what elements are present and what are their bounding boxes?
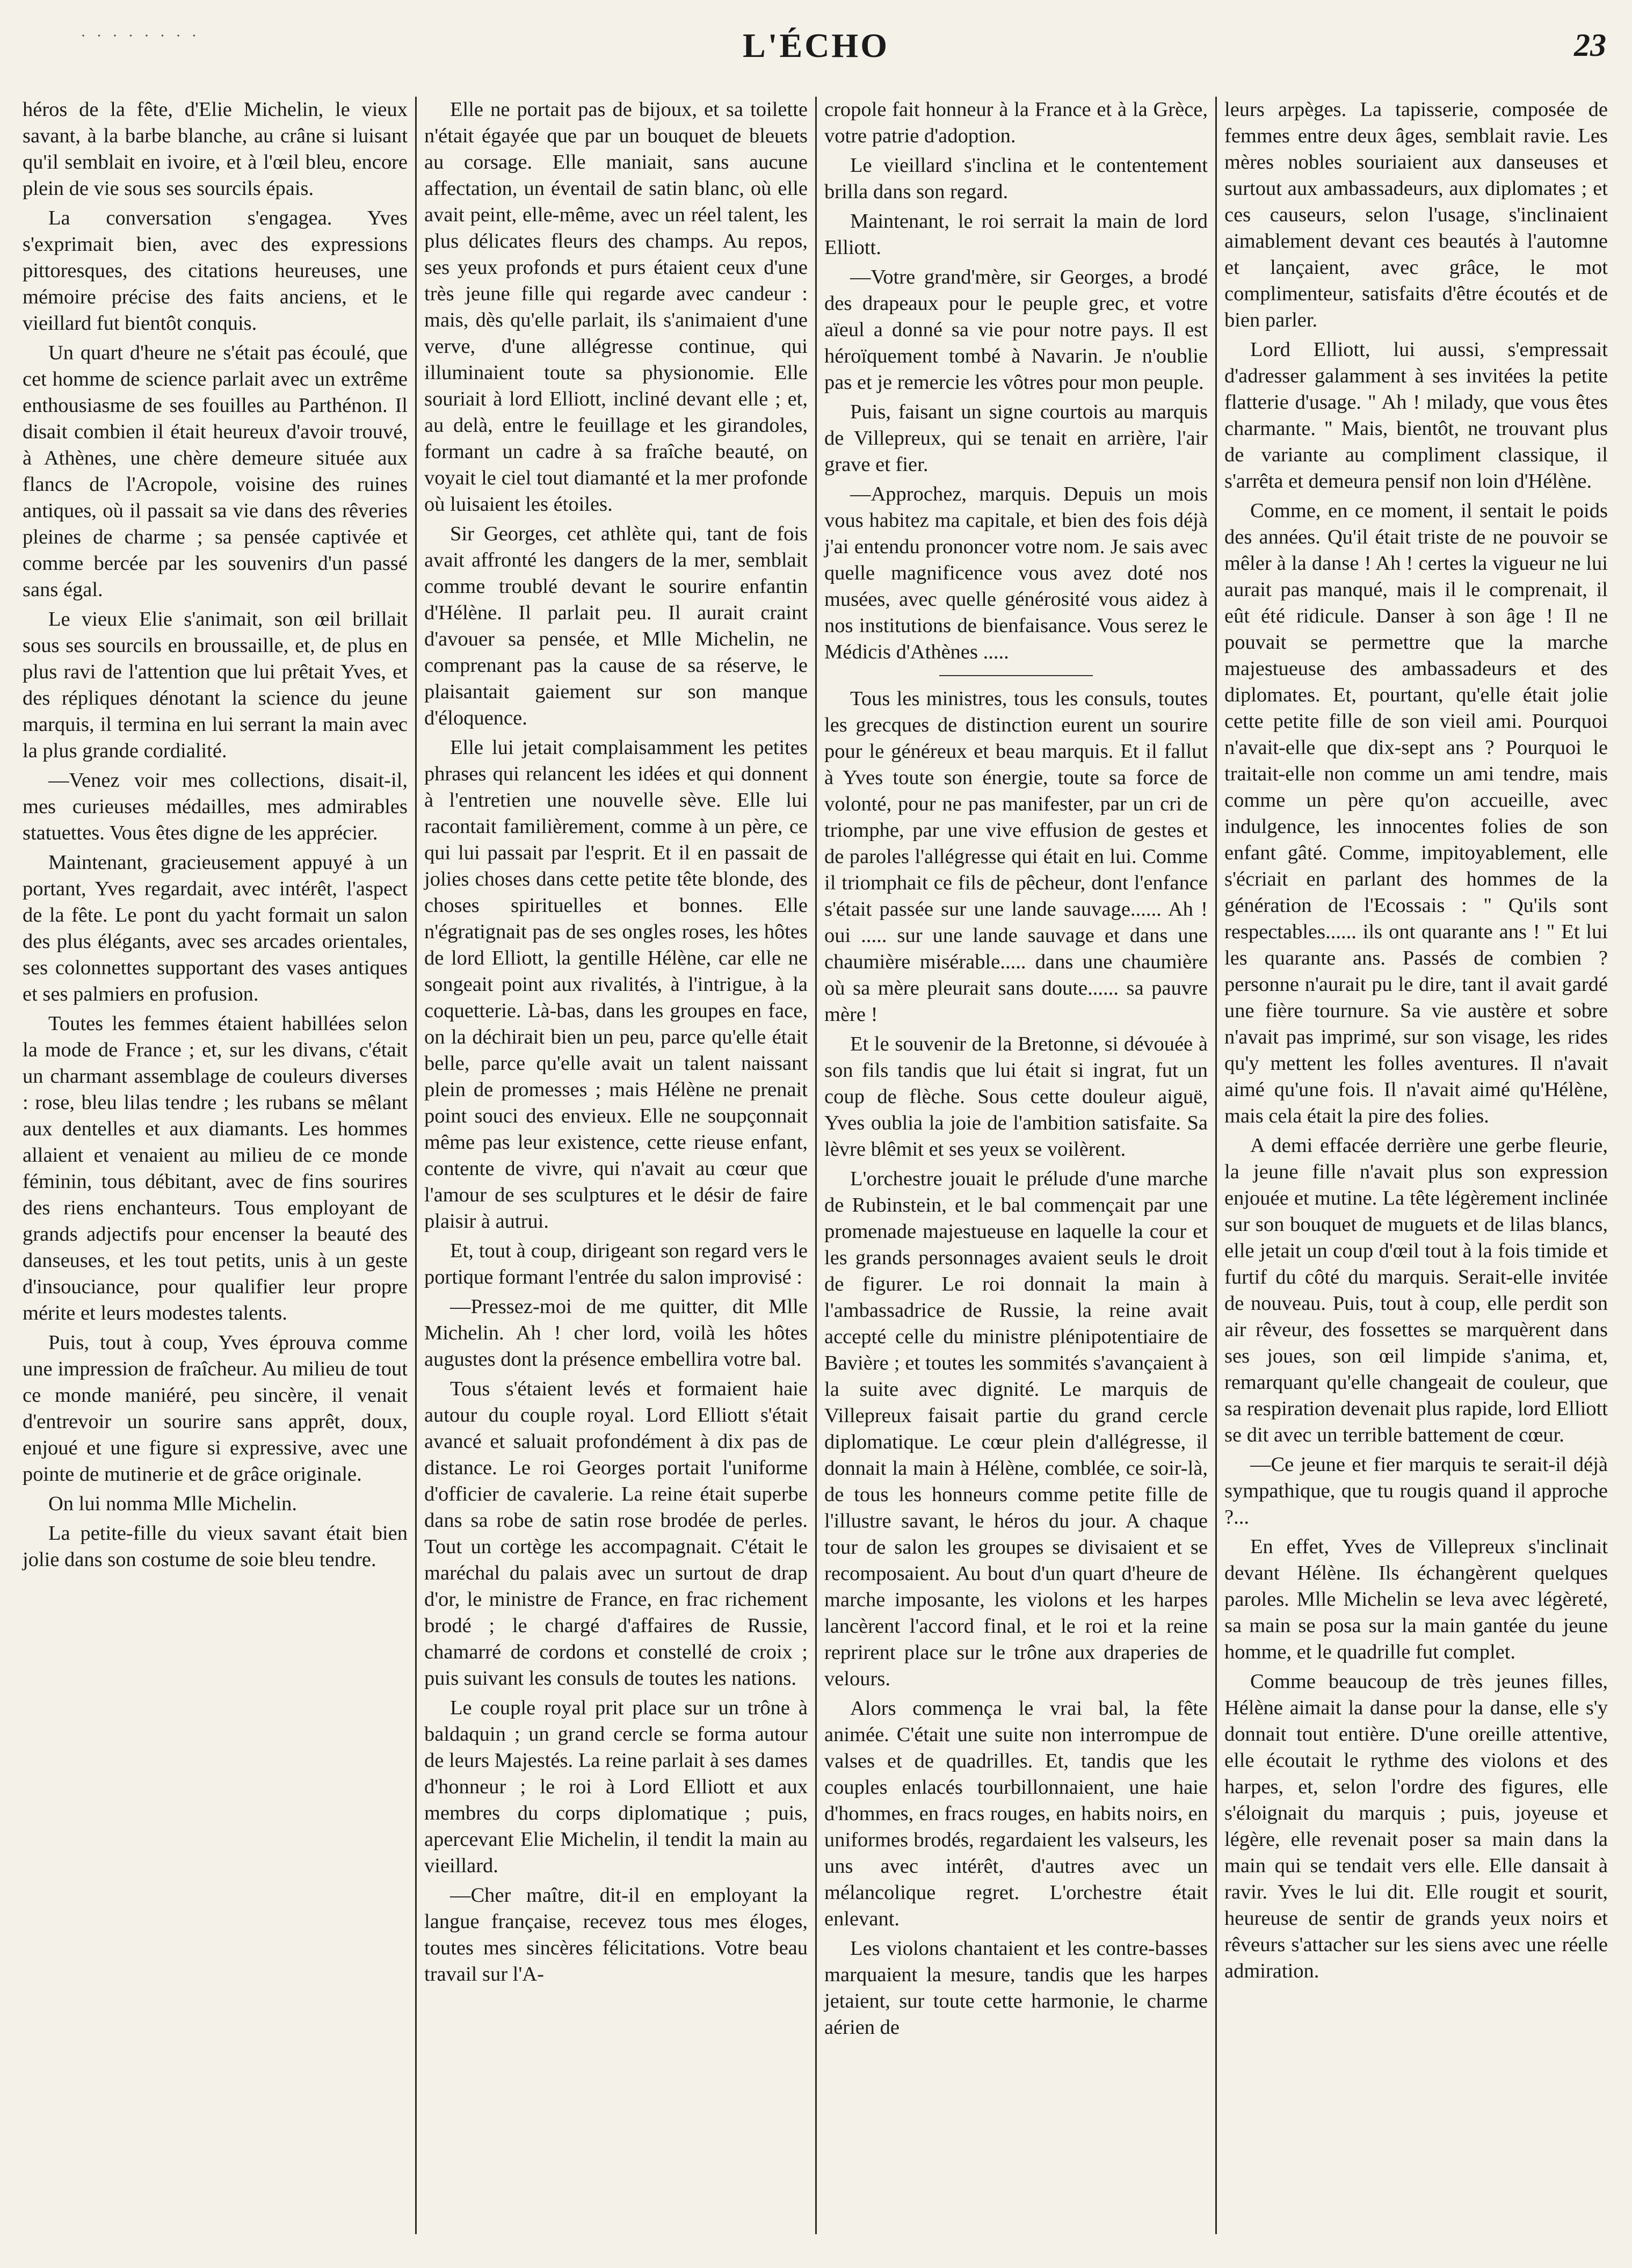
paragraph: Comme, en ce moment, il sentait le poids des années. Qu'il était triste de ne pouvoir se mêler à la danse ! Ah ! certes la vigueur ne lui aurait pas manqué, mais il le comprenait, il eût été ridicule. Danser à son âge ! Il ne pouvait se permettre que la marche majestueuse des ambassadeurs et des diplomates. Et, pourtant, qu'elle était jolie cette petite fille de son vieil ami. Pourquoi n'avait-elle que dix-sept ans ? Pourquoi le traitait-elle non comme un ami tendre, mais comme un père qu'on accueille, avec indulgence, les innocentes folies de son enfant gâté. Comme, impitoyablement, elle s'écriait en parlant des hommes de la génération de l'Ecossais : " Qu'ils sont respectables...... ils ont quarante ans ! " Et lui les quarante ans. Passés de combien ? personne n'aurait pu le dire, tant il avait gardé une fière tournure. Sa vie austère et sobre n'avait pas imprimé, sur son visage, les rides qu'y mettent les folles aventures. Il n'avait aimé qu'une fois. Il n'avait aimé qu'Hélène, mais cela était la pire des folies. xyxy=(1224,499,1608,1127)
section-divider xyxy=(939,675,1093,676)
paragraph: Maintenant, gracieusement appuyé à un portant, Yves regardait, avec intérêt, l'aspect de la fête. Le pont du yacht formait un salon des plus élégants, avec ses arcades orientales, ses colonnettes supportant des vases antiques et ses palmiers en profusion. xyxy=(23,851,408,1005)
page-title: L'ÉCHO xyxy=(743,26,889,64)
column-1 xyxy=(15,97,415,2234)
column-3 xyxy=(815,97,1215,2234)
paragraph: Sir Georges, cet athlète qui, tant de fois avait affronté les dangers de la mer, semblait comme troublé devant le sourire enfantin d'Hélène. Il parlait peu. Il aurait craint d'avouer sa pensée, et Mlle Michelin, ne comprenant pas la cause de sa réserve, le plaisantait gaiement sur son manque d'éloquence. xyxy=(424,523,808,729)
paragraph: En effet, Yves de Villepreux s'inclinait devant Hélène. Ils échangèrent quelques paroles. Mlle Michelin se leva avec légèreté, sa main se posa sur la main gantée du jeune homme, et le quadrille fut complet. xyxy=(1224,1535,1608,1663)
page-number: 23 xyxy=(1574,27,1606,63)
paragraph: Comme beaucoup de très jeunes filles, Hélène aimait la danse pour la danse, elle s'y donnait tout entière. D'une oreille attentive, elle écoutait le rythme des violons et des harpes, et, selon l'ordre des figures, elle s'éloignait du marquis ; puis, joyeuse et légère, elle revenait poser sa main dans la main qui se tendait vers elle. Elle dansait à ravir. Yves le lui dit. Elle rougit et sourit, heureuse de sentir de grands yeux noirs et rêveurs s'attacher sur les siens avec une réelle admiration. xyxy=(1224,1670,1608,1982)
paragraph: cropole fait honneur à la France et à la Grèce, votre patrie d'adoption. xyxy=(824,98,1208,147)
paragraph: Alors commença le vrai bal, la fête animée. C'était une suite non interrompue de valses et de quadrilles. Et, tandis que les couples enlacés tourbillonnaient, une haie d'hommes, en fracs rouges, en habits noirs, en uniformes brodés, regardaient les valseurs, les uns avec intérêt, d'autres avec un mélancolique regret. L'orchestre était enlevant. xyxy=(824,1697,1208,1930)
paragraph: —Pressez-moi de me quitter, dit Mlle Michelin. Ah ! cher lord, voilà les hôtes augustes dont la présence embellira votre bal. xyxy=(424,1295,808,1371)
paragraph: —Approchez, marquis. Depuis un mois vous habitez ma capitale, et bien des fois déjà j'ai entendu prononcer votre nom. Je sais avec quelle magnificence vous avez doté nos musées, avec quelle générosité vous aidez à nos institutions de bienfaisance. Vous serez le Médicis d'Athènes ..... xyxy=(824,483,1208,663)
paragraph: Toutes les femmes étaient habillées selon la mode de France ; et, sur les divans, c'était un charmant assemblage de couleurs diverses : rose, bleu lilas tendre ; les rubans se mêlant aux dentelles et aux diamants. Les hommes allaient et venaient au milieu de ce monde féminin, tous débitant, avec de fins sourires des riens enchanteurs. Tous employant de grands adjectifs pour encenser la beauté des danseuses, et les tout petits, unis à un geste d'insouciance, pour qualifier leur propre mérite et leurs modestes talents. xyxy=(23,1012,408,1324)
paragraph: Et, tout à coup, dirigeant son regard vers le portique formant l'entrée du salon improvisé : xyxy=(424,1240,808,1288)
column-2 xyxy=(415,97,815,2234)
paragraph: Lord Elliott, lui aussi, s'empressait d'adresser galamment à ses invitées la petite flatterie d'usage. " Ah ! milady, que vous êtes charmante. " Mais, bientôt, ne trouvant plus de variante au compliment classique, il s'arrêta et demeura pensif non loin d'Hélène. xyxy=(1224,338,1608,492)
paragraph: Le vieux Elie s'animait, son œil brillait sous ses sourcils en broussaille, et, de plus en plus ravi de l'attention que lui prêtait Yves, et des répliques dénotant la science du jeune marquis, il termina en lui serrant la main avec la plus grande cordialité. xyxy=(23,608,408,762)
paragraph: —Votre grand'mère, sir Georges, a brodé des drapeaux pour le peuple grec, et votre aïeul a donné sa vie pour notre pays. Il est héroïquement tombé à Navarin. Je n'oublie pas et je remercie les vôtres pour mon peuple. xyxy=(824,266,1208,394)
paragraph: Tous les ministres, tous les consuls, toutes les grecques de distinction eurent un sourire pour le généreux et beau marquis. Et il fallut à Yves toute son énergie, toute sa force de volonté, pour ne pas manifester, par un cri de triomphe, par une vive effusion de gestes et de paroles l'allégresse qui était en lui. Comme il triomphait ce fils de pêcheur, dont l'enfance s'était passée sur une lande sauvage...... Ah ! oui ..... sur une lande sauvage et dans une chaumière misérable..... dans une chaumière où sa mère pleurait sans doute...... sa pauvre mère ! xyxy=(824,687,1208,1026)
text-columns xyxy=(15,97,1616,2234)
paragraph: L'orchestre jouait le prélude d'une marche de Rubinstein, et le bal commençait par une promenade majestueuse en laquelle la cour et les grands personnages avaient seuls le droit de figurer. Le roi donnait la main à l'ambassadrice de Russie, la reine avait accepté celle du ministre plénipotentiaire de Bavière ; et toutes les sommités s'avançaient à la suite avec dignité. Le marquis de Villepreux faisait partie du grand cercle diplomatique. Le cœur plein d'allégresse, il donnait la main à Hélène, comblée, ce soir-là, de tous les honneurs comme petite fille de l'illustre savant, le héros du jour. A chaque tour de salon les groupes se divisaient et se recomposaient. Au bout d'un quart d'heure de marche imposante, les violons et les harpes lancèrent l'accord final, et le roi et la reine reprirent place sur le trône aux draperies de velours. xyxy=(824,1168,1208,1690)
paragraph: La petite-fille du vieux savant était bien jolie dans son costume de soie bleu tendre. xyxy=(23,1522,408,1571)
header-marks: · · · · · · · · xyxy=(81,27,200,45)
paragraph: Le vieillard s'inclina et le contentement brilla dans son regard. xyxy=(824,154,1208,203)
page-header xyxy=(0,21,1632,75)
paragraph: Puis, faisant un signe courtois au marquis de Villepreux, qui se tenait en arrière, l'air grave et fier. xyxy=(824,401,1208,476)
paragraph: Et le souvenir de la Bretonne, si dévouée à son fils tandis que lui était si ingrat, fut un coup de flèche. Sous cette douleur aiguë, Yves oublia la joie de l'ambition satisfaite. Sa lèvre blêmit et ses yeux se voilèrent. xyxy=(824,1033,1208,1161)
paragraph: Maintenant, le roi serrait la main de lord Elliott. xyxy=(824,210,1208,259)
paragraph: héros de la fête, d'Elie Michelin, le vieux savant, à la barbe blanche, au crâne si luisant qu'il semblait en ivoire, et à l'œil bleu, encore plein de vie sous ses sourcils épais. xyxy=(23,98,408,200)
paragraph: —Ce jeune et fier marquis te serait-il déjà sympathique, que tu rougis quand il approche ?... xyxy=(1224,1453,1608,1528)
paragraph: leurs arpèges. La tapisserie, composée de femmes entre deux âges, semblait ravie. Les mères nobles souriaient aux danseuses et surtout aux ambassadeurs, aux diplomates ; et ces causeurs, selon l'usage, s'inclinaient aimablement devant ces beautés à l'automne et lançaient, avec grâce, le mot complimenteur, satisfaits d'être écoutés et de bien parler. xyxy=(1224,98,1608,331)
paragraph: —Venez voir mes collections, disait-il, mes curieuses médailles, mes admirables statuettes. Vous êtes digne de les apprécier. xyxy=(23,769,408,844)
paragraph: Puis, tout à coup, Yves éprouva comme une impression de fraîcheur. Au milieu de tout ce monde maniéré, peu sincère, il venait d'entrevoir un sourire sans apprêt, doux, enjoué et une figure si expressive, avec une pointe de mutinerie et de grâce originale. xyxy=(23,1331,408,1486)
paragraph: Un quart d'heure ne s'était pas écoulé, que cet homme de science parlait avec un extrême enthousiasme de ses fouilles au Parthénon. Il disait combien il était heureux d'avoir trouvé, à Athènes, une chère demeure située aux flancs de l'Acropole, voisine des ruines antiques, où il passait sa vie dans des rêveries pleines de charme ; sa pensée captivée et comme bercée par les souvenirs d'un passé sans égal. xyxy=(23,342,408,601)
paragraph: —Cher maître, dit-il en employant la langue française, recevez tous mes éloges, toutes mes sincères félicitations. Votre beau travail sur l'A- xyxy=(424,1884,808,1986)
paragraph: La conversation s'engagea. Yves s'exprimait bien, avec des expressions pittoresques, des citations heureuses, une mémoire précise des faits anciens, et le vieillard fut bientôt conquis. xyxy=(23,207,408,335)
paragraph: Tous s'étaient levés et formaient haie autour du couple royal. Lord Elliott s'était avancé et saluait profondément à dix pas de distance. Le roi Georges portait l'uniforme d'officier de cavalerie. La reine était superbe dans sa robe de satin rose brodée de perles. Tout un cortège les accompagnait. C'était le maréchal du palais avec un surtout de drap d'or, le ministre de France, en frac richement brodé ; le chargé d'affaires de Russie, chamarré de cordons et constellé de croix ; puis suivant les consuls de toutes les nations. xyxy=(424,1378,808,1690)
paragraph: Le couple royal prit place sur un trône à baldaquin ; un grand cercle se forma autour de leurs Majestés. La reine parlait à ses dames d'honneur ; le roi à Lord Elliott et aux membres du corps diplomatique ; puis, apercevant Elie Michelin, il tendit la main au vieillard. xyxy=(424,1697,808,1877)
paragraph: On lui nomma Mlle Michelin. xyxy=(48,1492,298,1515)
paragraph: Les violons chantaient et les contre-basses marquaient la mesure, tandis que les harpes jetaient, sur toute cette harmonie, le charme aérien de xyxy=(824,1937,1208,2039)
paragraph: Elle lui jetait complaisamment les petites phrases qui relancent les idées et qui donnent à l'entretien une nouvelle sève. Elle lui racontait familièrement, comme à un père, ce qui lui passait par l'esprit. Et il en passait de jolies choses dans cette petite tête blonde, des choses spirituelles et bonnes. Elle n'égratignait pas de ses ongles roses, les hôtes de lord Elliott, la gentille Hélène, car elle ne songeait point aux rivalités, à l'intrigue, à la coquetterie. Là-bas, dans les groupes en face, on la déchirait bien un peu, parce qu'elle était belle, parce qu'elle avait un talent naissant plein de promesses ; mais Hélène ne prenait point souci des envieux. Elle ne soupçonnait même pas leur existence, cette rieuse enfant, contente de vivre, qui n'avait au cœur que l'amour de ses sculptures et le désir de faire plaisir à autrui. xyxy=(424,736,808,1233)
paragraph: A demi effacée derrière une gerbe fleurie, la jeune fille n'avait plus son expression enjouée et mutine. La tête légèrement inclinée sur son bouquet de muguets et de lilas blancs, elle jetait un coup d'œil tout à la fois timide et furtif du côté du marquis. Serait-elle invitée de nouveau. Puis, tout à coup, elle perdit son air rêveur, des fossettes se marquèrent dans ses joues, son œil limpide s'anima, et, remarquant qu'elle changeait de couleur, que sa respiration devenait plus rapide, lord Elliott se dit avec un terrible battement de cœur. xyxy=(1224,1134,1608,1446)
paragraph: Elle ne portait pas de bijoux, et sa toilette n'était égayée que par un bouquet de bleuets au corsage. Elle maniait, sans aucune affectation, un éventail de satin blanc, où elle avait peint, elle-même, avec un réel talent, les plus délicates fleurs des champs. Au repos, ses yeux profonds et purs étaient ceux d'une très jeune fille qui regarde avec candeur : mais, dès qu'elle parlait, ils s'animaient d'une verve, d'une allégresse continue, qui illuminaient toute sa physionomie. Elle souriait à lord Elliott, incliné devant elle ; et, au delà, entre le feuillage et les girandoles, formant un cadre à sa fraîche beauté, on voyait le ciel tout diamanté et la mer profonde où luisaient les étoiles. xyxy=(424,98,808,516)
column-4 xyxy=(1215,97,1615,2234)
